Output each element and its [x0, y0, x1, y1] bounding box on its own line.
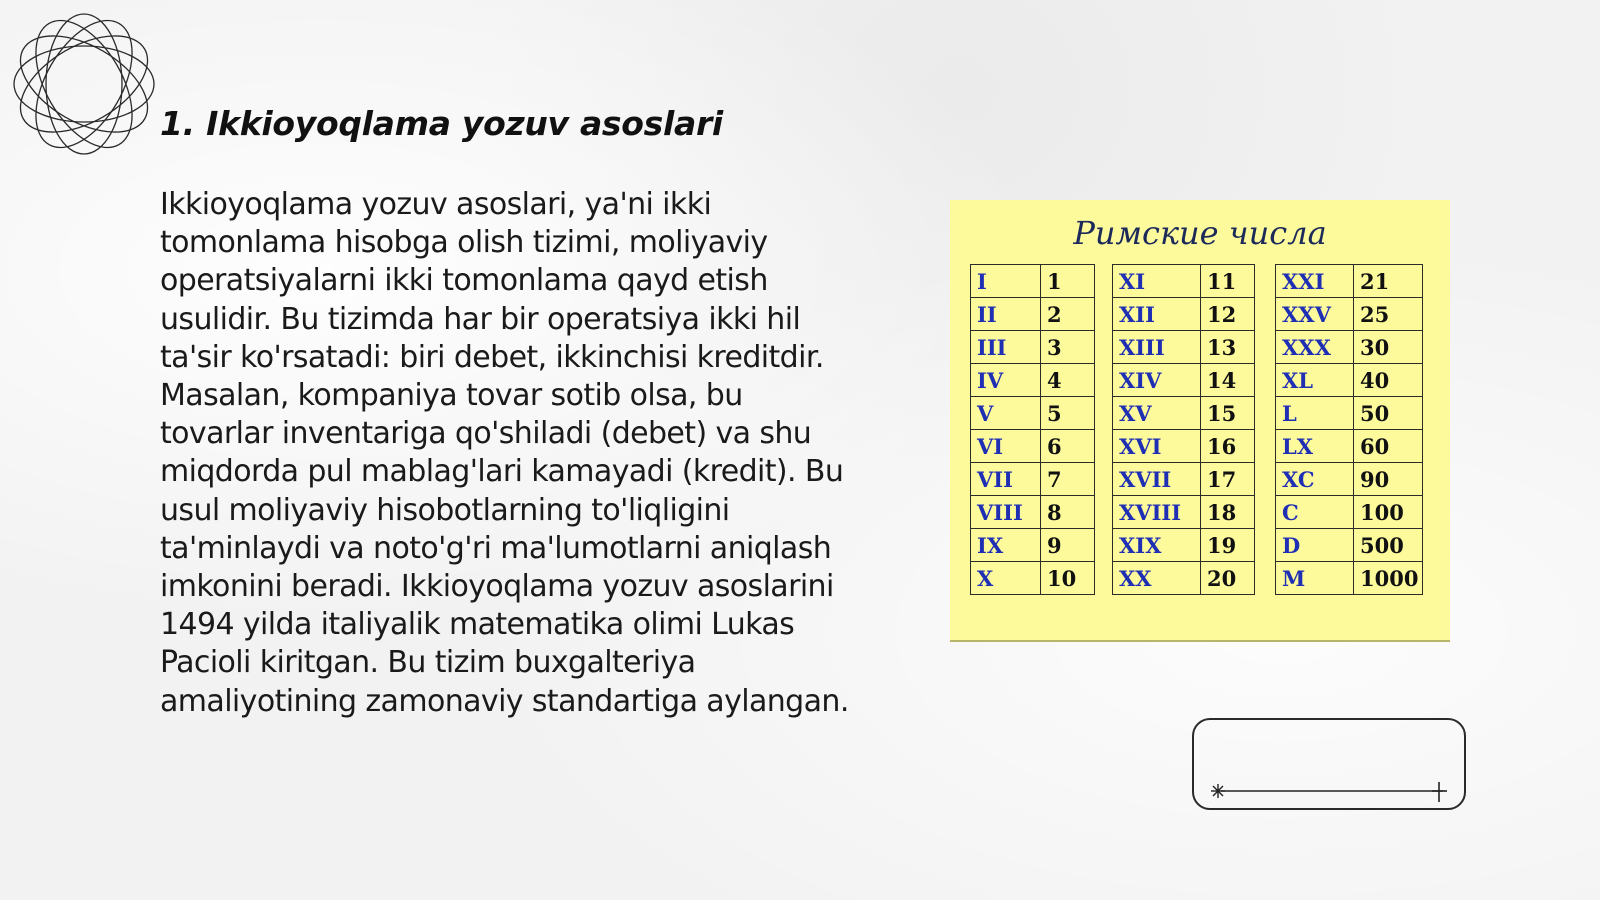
numeral-row — [1276, 562, 1423, 595]
arabic-numeral-cell: 2 — [1041, 298, 1095, 331]
cross-sparkle-icon — [1432, 782, 1447, 802]
numeral-row — [1276, 331, 1423, 364]
slide-body-text: Ikkioyoqlama yozuv asoslari, ya'ni ikki tomonlama hisobga olish tizimi, moliyaviy operatsiyalarni ikki tomonlama qayd etish usulidir. Bu tizimda har bir operatsiya ikki hil ta'sir ko'rsatadi: biri debet, ikkinchisi kreditdir. Masalan, kompaniya tovar sotib olsa, bu tovarlar inventariga qo'shiladi (debet) va shu miqdorda pul mablag'lari kamayadi (kredit). Bu usul moliyaviy hisobotlarning to'liqligini ta'minlaydi va noto'g'ri ma'lumotlarni aniqlash imkonini beradi. Ikkioyoqlama yozuv asoslarini 1494 yilda italiyalik matematika olimi Lukas Pacioli kiritgan. Bu tizim buxgalteriya amaliyotining zamonaviy standartiga aylangan. — [160, 187, 849, 719]
arabic-numeral-cell: 50 — [1354, 397, 1423, 430]
arabic-numeral-cell: 19 — [1201, 529, 1255, 562]
roman-numeral-cell: M — [1276, 562, 1354, 595]
numerals-table-2 — [1112, 264, 1255, 595]
numeral-row — [1113, 496, 1255, 529]
arabic-numeral-cell: 21 — [1354, 265, 1423, 298]
roman-numerals-image — [950, 200, 1450, 642]
arabic-numeral-cell: 15 — [1201, 397, 1255, 430]
roman-numeral-cell: XC — [1276, 463, 1354, 496]
arabic-numeral-cell: 4 — [1041, 364, 1095, 397]
arabic-numeral-cell: 9 — [1041, 529, 1095, 562]
roman-numeral-cell: VI — [971, 430, 1041, 463]
roman-numeral-cell: VIII — [971, 496, 1041, 529]
numeral-row — [971, 496, 1095, 529]
roman-numeral-cell: XL — [1276, 364, 1354, 397]
numeral-row — [971, 364, 1095, 397]
numeral-row — [971, 529, 1095, 562]
numeral-row — [971, 397, 1095, 430]
roman-numerals-heading: Римские числа — [1073, 214, 1327, 252]
roman-numeral-cell: XIX — [1113, 529, 1201, 562]
arabic-numeral-cell: 5 — [1041, 397, 1095, 430]
arabic-numeral-cell: 13 — [1201, 331, 1255, 364]
roman-numeral-cell: XVII — [1113, 463, 1201, 496]
arabic-numeral-cell: 1000 — [1354, 562, 1423, 595]
numeral-row — [1113, 298, 1255, 331]
roman-numeral-cell: XIV — [1113, 364, 1201, 397]
roman-numeral-cell: XXV — [1276, 298, 1354, 331]
arabic-numeral-cell: 8 — [1041, 496, 1095, 529]
arabic-numeral-cell: 10 — [1041, 562, 1095, 595]
numeral-row — [971, 298, 1095, 331]
numeral-row — [1113, 463, 1255, 496]
roman-numeral-cell: IV — [971, 364, 1041, 397]
arabic-numeral-cell: 1 — [1041, 265, 1095, 298]
roman-numeral-cell: C — [1276, 496, 1354, 529]
numerals-table-1 — [970, 264, 1095, 595]
roman-numeral-cell: XV — [1113, 397, 1201, 430]
roman-numeral-cell: V — [971, 397, 1041, 430]
arabic-numeral-cell: 3 — [1041, 331, 1095, 364]
spirograph-ornament-icon — [10, 10, 158, 158]
numeral-row — [1113, 397, 1255, 430]
arabic-numeral-cell: 12 — [1201, 298, 1255, 331]
arabic-numeral-cell: 11 — [1201, 265, 1255, 298]
roman-numeral-cell: IX — [971, 529, 1041, 562]
numerals-table-3 — [1275, 264, 1423, 595]
roman-numeral-cell: VII — [971, 463, 1041, 496]
roman-numeral-cell: XIII — [1113, 331, 1201, 364]
roman-numeral-cell: D — [1276, 529, 1354, 562]
numeral-row — [971, 463, 1095, 496]
numeral-row — [1276, 463, 1423, 496]
arabic-numeral-cell: 30 — [1354, 331, 1423, 364]
arabic-numeral-cell: 17 — [1201, 463, 1255, 496]
arabic-numeral-cell: 25 — [1354, 298, 1423, 331]
arabic-numeral-cell: 40 — [1354, 364, 1423, 397]
roman-numeral-cell: L — [1276, 397, 1354, 430]
slide-title: 1. Ikkioyoqlama yozuv asoslari — [160, 104, 723, 143]
roman-numeral-cell: XII — [1113, 298, 1201, 331]
roman-numeral-cell: X — [971, 562, 1041, 595]
numeral-row — [1276, 265, 1423, 298]
arabic-numeral-cell: 18 — [1201, 496, 1255, 529]
numeral-row — [1113, 529, 1255, 562]
numeral-row — [1276, 430, 1423, 463]
numeral-row — [1276, 364, 1423, 397]
numeral-row — [1113, 430, 1255, 463]
arabic-numeral-cell: 100 — [1354, 496, 1423, 529]
arabic-numeral-cell: 20 — [1201, 562, 1255, 595]
numeral-row — [971, 331, 1095, 364]
arabic-numeral-cell: 90 — [1354, 463, 1423, 496]
arabic-numeral-cell: 14 — [1201, 364, 1255, 397]
numeral-row — [1113, 562, 1255, 595]
roman-numeral-cell: LX — [1276, 430, 1354, 463]
numeral-row — [1113, 331, 1255, 364]
numeral-row — [1276, 397, 1423, 430]
arabic-numeral-cell: 500 — [1354, 529, 1423, 562]
roman-numeral-cell: XX — [1113, 562, 1201, 595]
numeral-row — [971, 430, 1095, 463]
roman-numeral-cell: XXI — [1276, 265, 1354, 298]
roman-numeral-cell: III — [971, 331, 1041, 364]
numeral-row — [1276, 529, 1423, 562]
numeral-row — [971, 562, 1095, 595]
roman-numeral-cell: XXX — [1276, 331, 1354, 364]
roman-numeral-cell: XVIII — [1113, 496, 1201, 529]
arabic-numeral-cell: 60 — [1354, 430, 1423, 463]
roman-numeral-cell: I — [971, 265, 1041, 298]
numeral-row — [1113, 265, 1255, 298]
arabic-numeral-cell: 6 — [1041, 430, 1095, 463]
roman-numeral-cell: II — [971, 298, 1041, 331]
roman-numeral-cell: XVI — [1113, 430, 1201, 463]
numeral-row — [1276, 496, 1423, 529]
progress-line — [1207, 756, 1455, 826]
arabic-numeral-cell: 16 — [1201, 430, 1255, 463]
numeral-row — [971, 265, 1095, 298]
roman-numeral-cell: XI — [1113, 265, 1201, 298]
arabic-numeral-cell: 7 — [1041, 463, 1095, 496]
numeral-row — [1276, 298, 1423, 331]
numeral-row — [1113, 364, 1255, 397]
